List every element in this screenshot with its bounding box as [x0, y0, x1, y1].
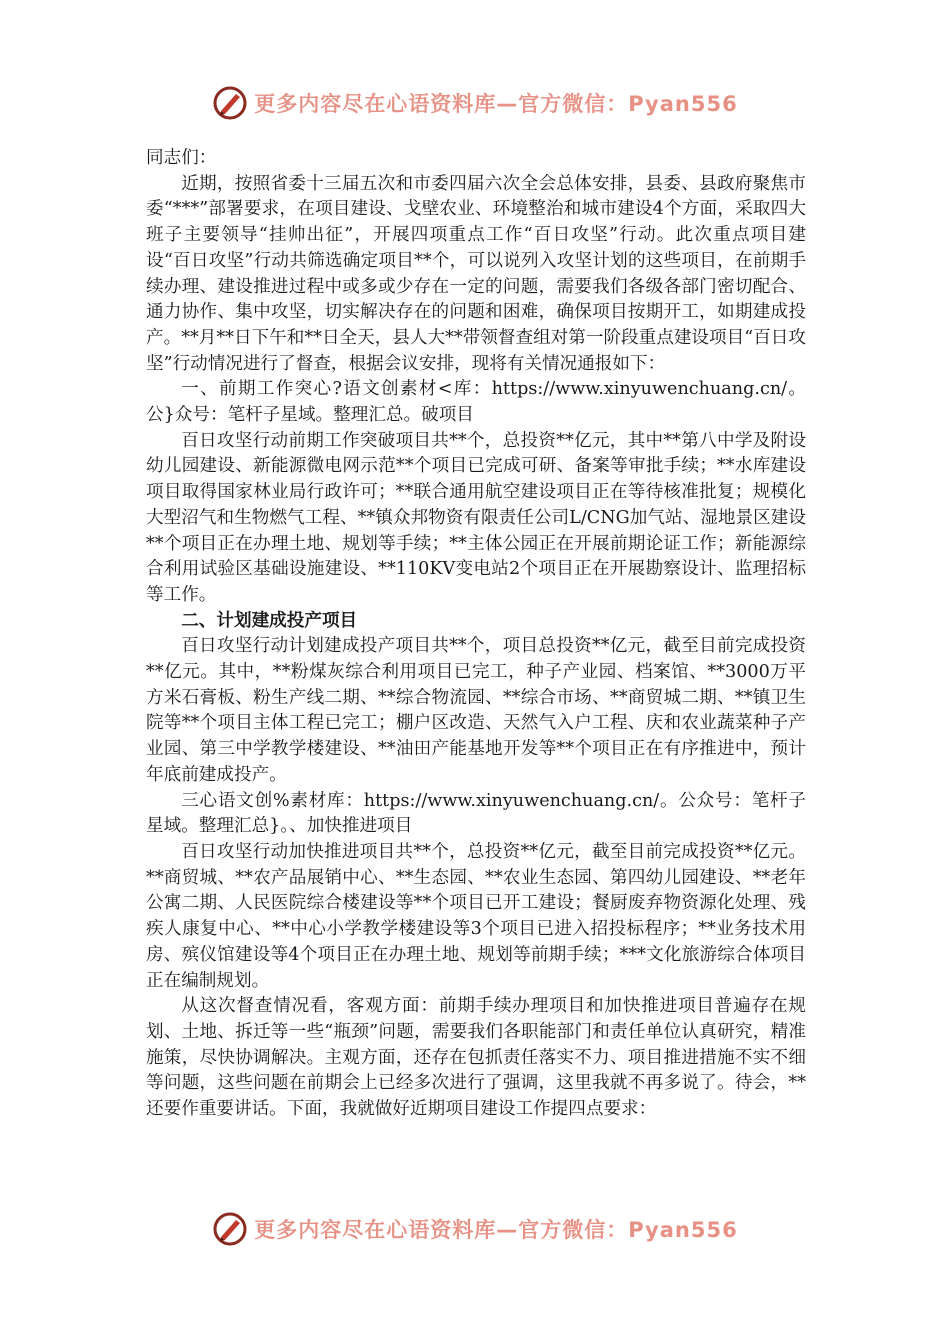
section-heading: 二、计划建成投产项目 [181, 610, 358, 631]
pen-logo-icon [212, 1211, 248, 1247]
paragraph: 一、前期工作突心?语文创素材<库：https://www.xinyuwenchuang.cn/。公}众号：笔杆子星域。整理汇总。破项目 [146, 379, 806, 426]
paragraph: 近期，按照省委十三届五次和市委四届六次全会总体安排，县委、县政府聚焦市委“***”部署要求，在项目建设、戈壁农业、环境整治和城市建设4个方面，采取四大班子主要领导“挂帅出征”，开展四项重点工作“百日攻坚”行动。此次重点项目建设“百日攻坚”行动共筛选确定项目**个，可以说列入攻坚计划的这些项目，在前期手续办理、建设推进过程中或多或少存在一定的问题，需要我们各级各部门密切配合、通力协作、集中攻坚，切实解决存在的问题和困难，确保项目按期开工，如期建成投产。**月**日下午和**日全天，县人大**带领督查组对第一阶段重点建设项目“百日攻坚”行动情况进行了督查，根据会议安排，现将有关情况通报如下： [146, 173, 806, 374]
pen-logo-icon [212, 85, 248, 121]
paragraph: 百日攻坚行动前期工作突破项目共**个，总投资**亿元，其中**第八中学及附设幼儿园建设、新能源微电网示范**个项目已完成可研、备案等审批手续；**水库建设项目取得国家林业局行政许可；**联合通用航空建设项目正在等待核准批复；规模化大型沼气和生物燃气工程、**镇众邦物资有限责任公司L/CNG加气站、湿地景区建设**个项目正在办理土地、规划等手续；**主体公园正在开展前期论证工作；新能源综合利用试验区基础设施建设、**110KV变电站2个项目正在开展勘察设计、监理招标等工作。 [146, 430, 806, 605]
footer-banner [0, 1206, 950, 1252]
paragraph: 百日攻坚行动加快推进项目共**个，总投资**亿元，截至目前完成投资**亿元。**商贸城、**农产品展销中心、**生态园、**农业生态园、第四幼儿园建设、**老年公寓二期、人民医院综合楼建设等**个项目已开工建设；餐厨废弃物资源化处理、残疾人康复中心、**中心小学教学楼建设等3个项目已进入招投标程序；**业务技术用房、殡仪馆建设等4个项目正在办理土地、规划等前期手续；***文化旅游综合体项目正在编制规划。 [146, 841, 806, 991]
salutation: 同志们： [146, 148, 217, 168]
banner-text: 更多内容尽在心语资料库—官方微信：Pyan556 [254, 92, 738, 116]
header-banner [0, 80, 950, 126]
paragraph: 三心语文创%素材库：https://www.xinyuwenchuang.cn/。公众号：笔杆子星域。整理汇总}。、加快推进项目 [146, 790, 806, 837]
document-body [146, 146, 806, 1123]
paragraph: 从这次督查情况看，客观方面：前期手续办理项目和加快推进项目普遍存在规划、土地、拆迁等一些“瓶颈”问题，需要我们各职能部门和责任单位认真研究，精准施策，尽快协调解决。主观方面，还存在包抓责任落实不力、项目推进措施不实不细等问题，这些问题在前期会上已经多次进行了强调，这里我就不再多说了。待会，**还要作重要讲话。下面，我就做好近期项目建设工作提四点要求： [146, 996, 806, 1120]
paragraph: 百日攻坚行动计划建成投产项目共**个，项目总投资**亿元，截至目前完成投资**亿元。其中，**粉煤灰综合利用项目已完工，种子产业园、档案馆、**3000万平方米石膏板、粉生产线二期、**综合物流园、**综合市场、**商贸城二期、**镇卫生院等**个项目主体工程已完工；棚户区改造、天然气入户工程、庆和农业蔬菜种子产业园、第三中学教学楼建设、**油田产能基地开发等**个项目正在有序推进中，预计年底前建成投产。 [146, 636, 806, 785]
banner-text: 更多内容尽在心语资料库—官方微信：Pyan556 [254, 1218, 738, 1242]
